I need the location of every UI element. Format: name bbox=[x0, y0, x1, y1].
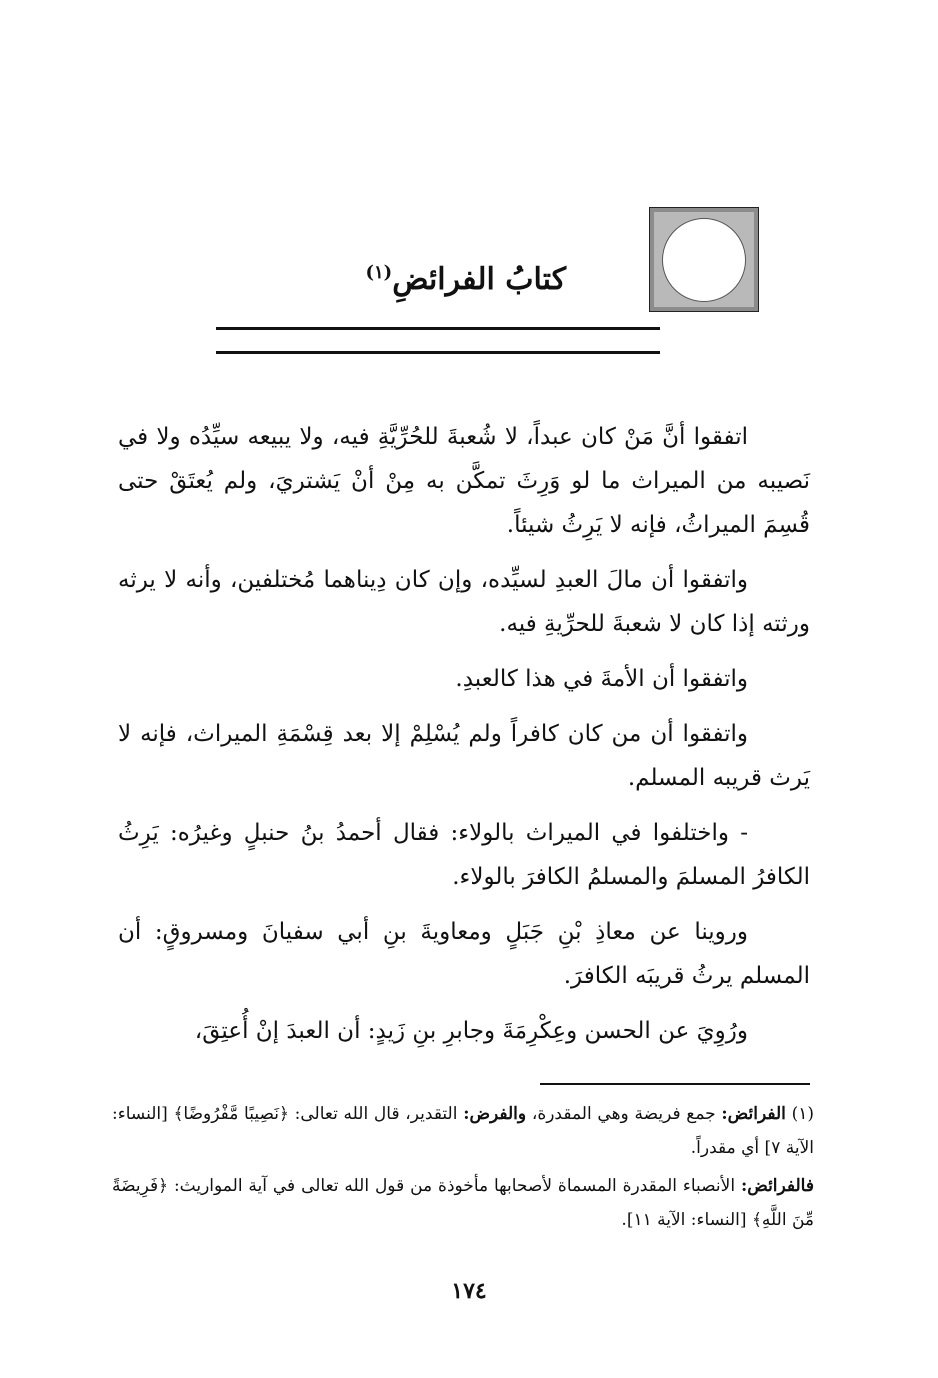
footnote-term: الفرائض: bbox=[721, 1104, 786, 1124]
footnote-text: التقدير، قال الله تعالى: ﴿نَصِيبًا مَّفْرُوضًا﴾ [النساء: الآية ٧] أي مقدراً. bbox=[112, 1104, 814, 1158]
paragraph: وروينا عن معاذِ بْنِ جَبَلٍ ومعاويةَ بنِ أبي سفيانَ ومسروقٍ: أن المسلم يرثُ قريبَه الكافرَ. bbox=[118, 919, 810, 989]
paragraph: واتفقوا أن من كان كافراً ولم يُسْلِمْ إلا بعد قِسْمَةِ الميراث، فإنه لا يَرث قريبه المسلم. bbox=[118, 721, 810, 791]
paragraph: اتفقوا أنَّ مَنْ كان عبداً، لا شُعبةَ للحُرِّيَّةِ فيه، ولا يبيعه سيِّدُه ولا في نَصيبه من الميراث ما لو وَرِثَ تمكَّن به مِنْ أنْ يَشتريَ، ولم يُعتَقْ حتى قُسِمَ الميراثُ، فإنه لا يَرِثُ شيئاً. bbox=[118, 424, 810, 538]
footnote-marker: (١) bbox=[791, 1104, 815, 1124]
paragraph: واتفقوا أن الأمةَ في هذا كالعبدِ. bbox=[455, 666, 748, 692]
footnote-separator bbox=[540, 1083, 810, 1085]
title-rule-bottom bbox=[216, 351, 660, 354]
footnote-text: جمع فريضة وهي المقدرة، bbox=[526, 1104, 722, 1124]
page-number: ١٧٤ bbox=[451, 1278, 487, 1304]
chapter-title-text: كتابُ الفرائضِ bbox=[392, 262, 566, 297]
footnote-text: الأنصباء المقدرة المسماة لأصحابها مأخوذة من قول الله تعالى في آية المواريث: ﴿فَرِيضَةً مِّنَ اللَّهِ﴾ [النساء: الآية ١١]. bbox=[112, 1176, 814, 1230]
paragraph: واتفقوا أن مالَ العبدِ لسيِّده، وإن كان دِيناهما مُختلفين، وأنه لا يرثه ورثته إذا كان لا شعبةَ للحرِّيةِ فيه. bbox=[118, 567, 810, 637]
paragraph: ورُوِيَ عن الحسن وعِكْرِمَةَ وجابرِ بنِ زَيدٍ: أن العبدَ إنْ أُعتِقَ، bbox=[194, 1018, 748, 1044]
chapter-footnote-marker: (١) bbox=[365, 262, 393, 283]
footnote-1 bbox=[112, 1097, 814, 1165]
footnote-term: والفرض: bbox=[463, 1104, 527, 1124]
chapter-title bbox=[146, 262, 566, 297]
title-rule-top bbox=[216, 327, 660, 330]
paragraph: - واختلفوا في الميراث بالولاء: فقال أحمدُ بنُ حنبلٍ وغيرُه: يَرِثُ الكافرُ المسلمَ والمسلمُ الكافرَ بالولاء. bbox=[118, 820, 810, 890]
footnote-term: فالفرائض: bbox=[740, 1176, 814, 1196]
chapter-ornament-icon bbox=[649, 207, 759, 312]
body-text bbox=[118, 415, 810, 1064]
footnote-2 bbox=[112, 1169, 814, 1237]
footnotes bbox=[112, 1097, 814, 1241]
